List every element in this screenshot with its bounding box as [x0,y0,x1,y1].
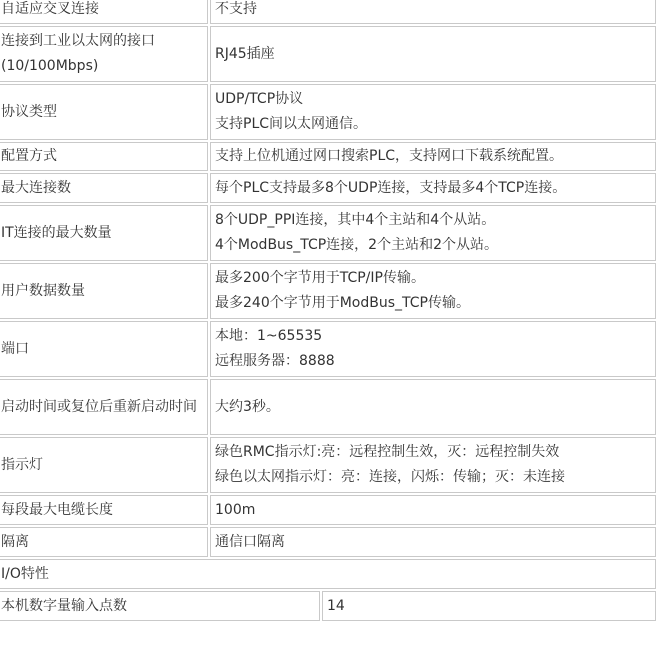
table-row [0,0,656,24]
table-row [0,495,656,525]
row-value-line: 最多200个字节用于TCP/IP传输。 [215,270,425,286]
row-value [210,0,656,24]
table-row [0,379,656,435]
row-key: IT连接的最大数量 [0,205,208,261]
row-value-line: 支持上位机通过网口搜索PLC，支持网口下载系统配置。 [215,148,564,164]
row-value-line: 绿色以太网指示灯：亮：连接，闪烁：传输；灭：未连接 [215,469,565,485]
row-value [210,527,656,557]
row-key: 配置方式 [0,142,208,171]
table-row [0,527,656,557]
table-row [0,263,656,319]
row-value-line: 最多240个字节用于ModBus_TCP传输。 [215,295,470,311]
row-value-line: UDP/TCP协议 [215,91,304,107]
row-key: 隔离 [0,527,208,557]
row-value [210,142,656,171]
row-value [210,263,656,319]
row-key: 端口 [0,321,208,377]
row-key: 最大连接数 [0,173,208,203]
row-value [210,321,656,377]
section-row [0,559,656,589]
row-value-line: 远程服务器：8888 [215,353,335,369]
row-value-line: 支持PLC间以太网通信。 [215,116,368,132]
row-key: 每段最大电缆长度 [0,495,208,525]
row-value-line: 100m [215,501,256,518]
row-value [210,379,656,435]
row-value-line: 大约3秒。 [215,398,280,415]
table-row [0,84,656,140]
table-row [0,437,656,493]
row-value [210,84,656,140]
table-row [0,321,656,377]
row-key: 自适应交叉连接 [0,0,208,24]
row-value [210,495,656,525]
row-key: 连接到工业以太网的接口(10/100Mbps) [0,26,208,82]
row-value: 14 [322,591,656,621]
row-value [210,205,656,261]
row-value-line: 4个ModBus_TCP连接，2个主站和2个从站。 [215,237,498,253]
row-key: 本机数字量输入点数 [0,591,320,621]
table-row [0,26,656,82]
row-value [210,173,656,203]
row-key: 指示灯 [0,437,208,493]
row-value-line: 绿色RMC指示灯:亮：远程控制生效，灭：远程控制失效 [215,444,560,460]
row-value-line: 本地：1~65535 [215,328,323,344]
row-value [210,26,656,82]
row-value-line: 不支持 [215,0,257,17]
section-heading: I/O特性 [0,559,656,589]
row-value-line: 8个UDP_PPI连接，其中4个主站和4个从站。 [215,212,496,228]
row-key: 启动时间或复位后重新启动时间 [0,379,208,435]
table-row [0,205,656,261]
row-value-line: RJ45插座 [215,45,275,62]
row-value [210,437,656,493]
table-row [0,591,656,621]
row-value-line: 通信口隔离 [215,533,285,550]
row-key: 用户数据数量 [0,263,208,319]
row-value-line: 每个PLC支持最多8个UDP连接，支持最多4个TCP连接。 [215,179,567,196]
row-key: 协议类型 [0,84,208,140]
table-row [0,173,656,203]
table-row [0,142,656,171]
